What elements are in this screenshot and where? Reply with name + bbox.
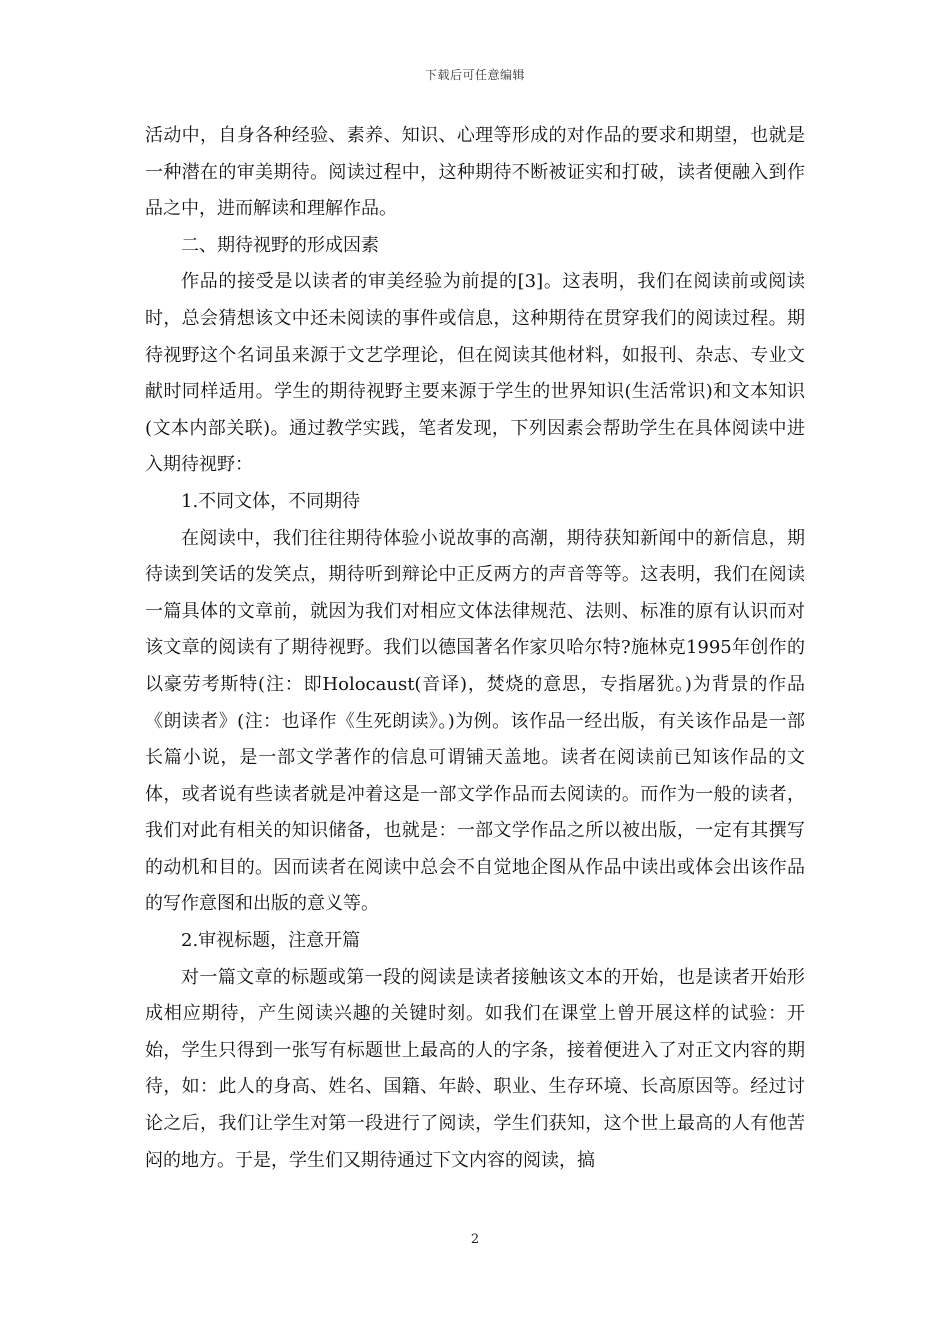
page-number: 2 [470, 1232, 480, 1247]
paragraph-title-experiment: 对一篇文章的标题或第一段的阅读是读者接触该文本的开始，也是读者开始形成相应期待，产生阅读兴趣的关键时刻。如我们在课堂上曾开展这样的试验：开始，学生只得到一张写有标题世上最高的人的字条，接着便进入了对正文内容的期待，如：此人的身高、姓名、国籍、年龄、职业、生存环境、长高原因等。经过讨论之后，我们让学生对第一段进行了阅读，学生们获知，这个世上最高的人有他苦闷的地方。于是，学生们又期待通过下文内容的阅读，搞 [145, 966, 805, 1171]
section-heading-formation-factors: 二、期待视野的形成因素 [181, 234, 379, 256]
paragraph-continuation: 活动中，自身各种经验、素养、知识、心理等形成的对作品的要求和期望，也就是一种潜在的审美期待。阅读过程中，这种期待不断被证实和打破，读者便融入到作品之中，进而解读和理解作品。 [145, 125, 805, 220]
subheading-genre-expectation: 1.不同文体，不同期待 [181, 490, 361, 512]
page-header: 下载后可任意编辑 [424, 68, 525, 82]
document-body [145, 118, 805, 1179]
subheading-title-opening: 2.审视标题，注意开篇 [181, 930, 361, 952]
paragraph-reader-experience: 作品的接受是以读者的审美经验为前提的[3]。这表明，我们在阅读前或阅读时，总会猜想该文中还未阅读的事件或信息，这种期待在贯穿我们的阅读过程。期待视野这个名词虽来源于文艺学理论，但在阅读其他材料，如报刊、杂志、专业文献时同样适用。学生的期待视野主要来源于学生的世界知识(生活常识)和文本知识(文本内部关联)。通过教学实践，笔者发现，下列因素会帮助学生在具体阅读中进入期待视野： [145, 271, 805, 476]
paragraph-genre-example: 在阅读中，我们往往期待体验小说故事的高潮，期待获知新闻中的新信息，期待读到笑话的发笑点，期待听到辩论中正反两方的声音等等。这表明，我们在阅读一篇具体的文章前，就因为我们对相应文体法律规范、法则、标准的原有认识而对该文章的阅读有了期待视野。我们以德国著名作家贝哈尔特?施林克1995年创作的以豪劳考斯特(注：即Holocaust(音译)，焚烧的意思，专指屠犹。)为背景的作品《朗读者》(注：也译作《生死朗读》。)为例。该作品一经出版，有关该作品是一部长篇小说，是一部文学著作的信息可谓铺天盖地。读者在阅读前已知该作品的文体，或者说有些读者就是冲着这是一部文学作品而去阅读的。而作为一般的读者，我们对此有相关的知识储备，也就是：一部文学作品之所以被出版，一定有其撰写的动机和目的。因而读者在阅读中总会不自觉地企图从作品中读出或体会出该作品的写作意图和出版的意义等。 [145, 527, 805, 915]
